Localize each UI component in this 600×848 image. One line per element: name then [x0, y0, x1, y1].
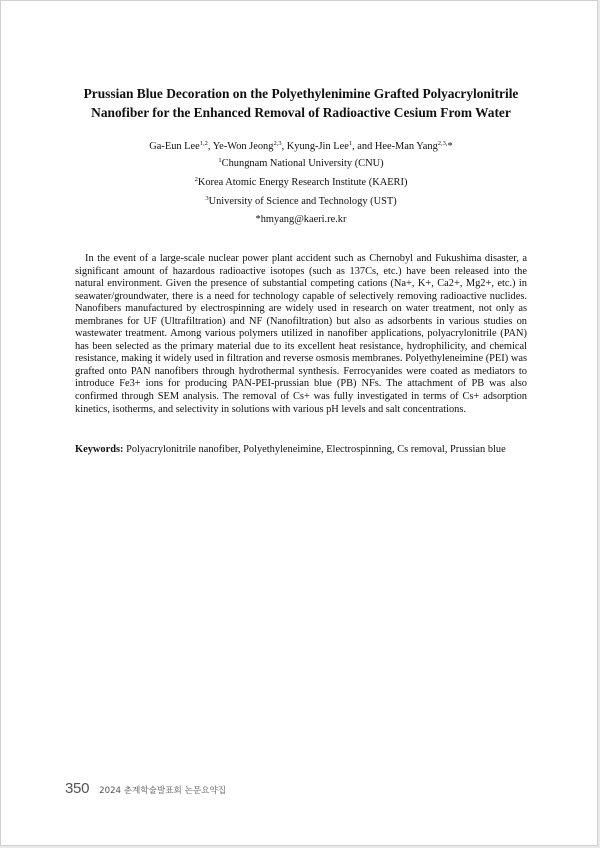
paper-title	[61, 84, 541, 122]
author-separator: , and	[352, 141, 375, 152]
author-affiliation-marker: 2,3,	[437, 140, 448, 147]
author-name: Hee-Man Yang	[374, 141, 438, 152]
page-number: 350	[65, 780, 90, 797]
keywords-label: Keywords:	[75, 444, 124, 455]
author-list	[61, 140, 541, 154]
page-footer	[65, 780, 226, 800]
affiliation-marker: 1	[218, 157, 222, 164]
author-affiliation-marker: 2,3	[273, 140, 282, 147]
affiliation-name: University of Science and Technology (UST)	[208, 196, 397, 208]
author-separator: ,	[207, 141, 213, 152]
author-separator: ,	[281, 141, 287, 152]
keywords	[75, 444, 527, 456]
abstract-body: In the event of a large-scale nuclear power plant accident such as Chernobyl and Fukushima disaster, a significant amount of hazardous radioactive isotopes (such as 137Cs, etc.) have been released into the natural environment. Given the presence of substantial competing cations (Na+, K+, Ca2+, Mg2+, etc.) in seawater/groundwater, there is a need for technology capable of selectively removing radioactive nuclides. Nanofibers manufactured by electrospinning are widely used in research on water treatment, not only as membranes for UF (Ultrafiltration) and NF (Nanofiltration) but also as adsorbents in various studies on wastewater treatment. Among various polymers utilized in nanofiber applications, polyacrylonitrile (PAN) has been selected as the primary material due to its excellent heat resistance, hydrophilicity, and chemical resistance, making it widely used in filtration and reverse osmosis membranes. Polyethyleneimine (PEI) was grafted onto PAN nanofibers through hydrothermal synthesis. Ferrocyanides were coated as mediators to introduce Fe3+ ions for producing PAN-PEI-prussian blue (PB) NFs. The attachment of PB was also confirmed through SEM analysis. The removal of Cs+ was fully investigated in terms of Cs+ adsorption kinetics, isotherms, and selectivity in solutions with various pH levels and salt concentrations.	[75, 253, 527, 415]
affiliation	[61, 158, 541, 170]
author-affiliation-marker: 1,2	[199, 140, 208, 147]
affiliation	[61, 177, 541, 189]
affiliation-marker: 3	[205, 195, 209, 203]
corresponding-email: *hmyang@kaeri.re.kr	[255, 214, 347, 225]
affiliation-name: Chungnam National University (CNU)	[221, 158, 384, 169]
title-line-2: Nanofiber for the Enhanced Removal of Radioactive Cesium From Water	[91, 105, 511, 120]
title-line-1: Prussian Blue Decoration on the Polyethylenimine Grafted Polyacrylonitrile	[83, 86, 519, 101]
affiliation-name: Korea Atomic Energy Research Institute (KAERI)	[197, 177, 408, 189]
keywords-list: Polyacrylonitrile nanofiber, Polyethyleneimine, Electrospinning, Cs removal, Prussian blue	[123, 444, 506, 455]
affiliation-list	[61, 158, 541, 216]
affiliation	[61, 196, 541, 208]
author-name: Ga-Eun Lee	[149, 141, 200, 152]
proceedings-title: 2024 춘계학술발표회 논문요약집	[99, 786, 227, 796]
affiliation-marker: 2	[194, 176, 198, 184]
author-name: Ye-Won Jeong	[212, 141, 274, 152]
author-affiliation-marker: 1	[348, 140, 353, 147]
corresponding-author-marker: *	[447, 141, 453, 152]
author-name: Kyung-Jin Lee	[286, 141, 349, 152]
